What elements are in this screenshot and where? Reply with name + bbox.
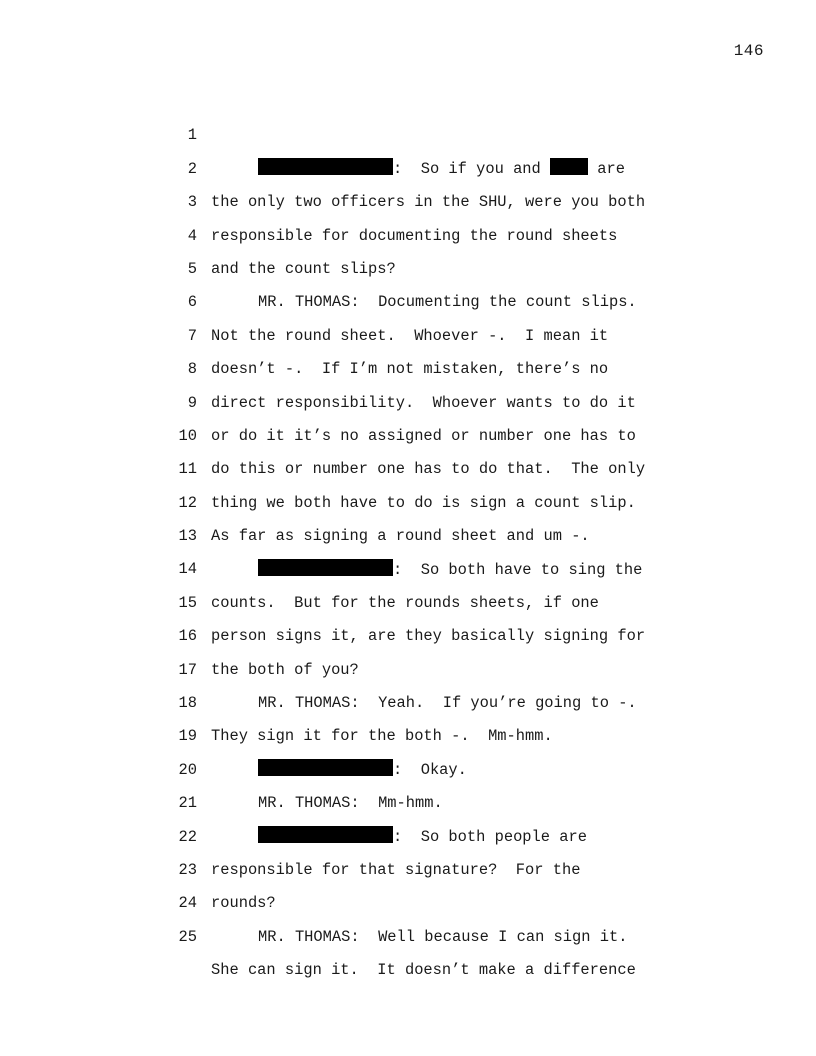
line-text: MR. THOMAS: Yeah. If you’re going to -.: [258, 694, 637, 713]
line-number: 24: [178, 894, 197, 913]
line-number: 19: [178, 727, 197, 746]
line-text: Not the round sheet. Whoever -. I mean it: [211, 326, 609, 345]
line-number: 8: [187, 360, 197, 379]
line-text: As far as signing a round sheet and um -.: [211, 527, 590, 546]
line-number: 12: [178, 493, 197, 512]
transcript-line: [0, 86, 816, 178]
line-number: 2: [187, 159, 197, 178]
line-number: 20: [178, 760, 197, 779]
line-number: 23: [178, 861, 197, 879]
line-number: 14: [178, 560, 197, 579]
line-text: do this or number one has to do that. The only: [211, 460, 646, 479]
line-number: 9: [187, 393, 197, 412]
line-text: MR. THOMAS: Mm-hmm.: [258, 794, 443, 813]
line-number: 4: [187, 226, 197, 245]
line-text: the both of you?: [211, 660, 359, 679]
line-number: 22: [178, 827, 197, 846]
line-text: rounds?: [211, 894, 276, 913]
line-number: 11: [178, 460, 197, 479]
line-number: 25: [178, 927, 197, 946]
line-text: They sign it for the both -. Mm-hmm.: [211, 727, 553, 746]
line-number: 15: [178, 593, 197, 612]
line-number: 3: [187, 193, 197, 212]
line-text: responsible for documenting the round sheets: [211, 226, 618, 245]
line-text: person signs it, are they basically signing for: [211, 627, 646, 646]
line-number: 13: [178, 527, 197, 546]
line-text: MR. THOMAS: Well because I can sign it.: [258, 927, 628, 946]
line-number: 18: [178, 694, 197, 713]
line-number: 6: [187, 293, 197, 312]
line-text: She can sign it. It doesn’t make a difference: [211, 961, 636, 980]
line-text: MR. THOMAS: Documenting the count slips.: [258, 293, 637, 312]
line-number: 1: [187, 126, 197, 145]
transcript-body: [0, 86, 816, 980]
line-number: 21: [178, 794, 197, 813]
line-number: 10: [178, 426, 197, 445]
line-text: : So both people are: [258, 821, 587, 854]
line-text: direct responsibility. Whoever wants to do it: [211, 393, 636, 412]
line-number: 17: [178, 660, 197, 679]
line-number: 5: [187, 259, 197, 278]
line-text: and the count slips?: [211, 259, 396, 278]
line-number: 16: [178, 627, 197, 646]
line-text: : Okay.: [258, 754, 467, 787]
line-text: counts. But for the rounds sheets, if one: [211, 593, 599, 612]
line-text: : So both have to sing the: [258, 554, 642, 587]
line-text: the only two officers in the SHU, were you both: [211, 193, 646, 212]
line-text: or do it it’s no assigned or number one has to: [211, 426, 636, 445]
line-text: responsible for that signature? For the: [211, 861, 581, 880]
line-text: thing we both have to do is sign a count slip.: [211, 493, 636, 512]
line-text: doesn’t -. If I’m not mistaken, there’s no: [211, 360, 609, 379]
line-text: : So if you and are: [258, 153, 625, 186]
page-number: 146: [733, 42, 764, 60]
line-number: 7: [187, 326, 197, 345]
